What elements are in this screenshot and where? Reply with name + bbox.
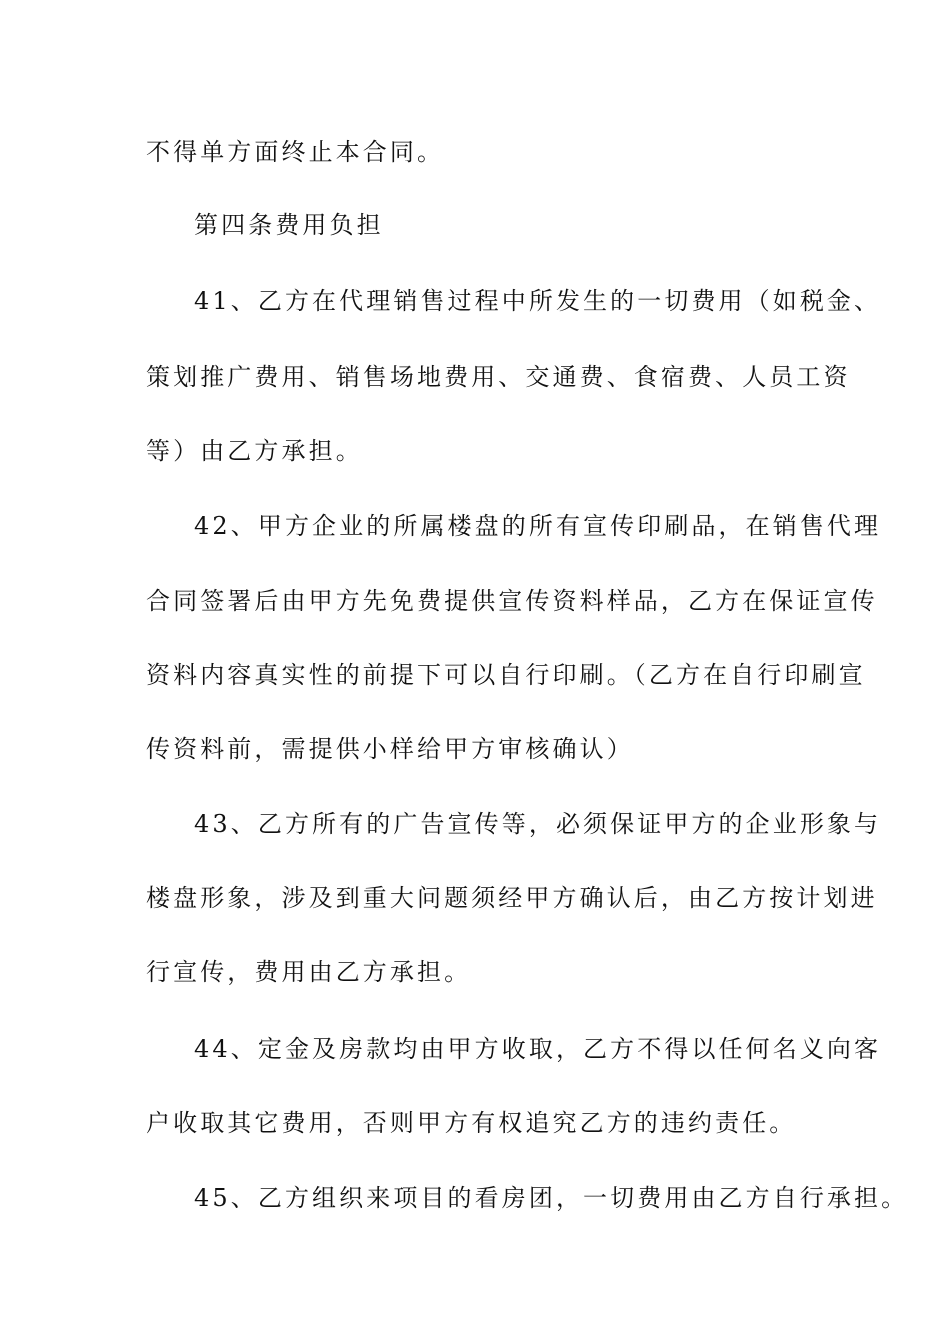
text-line: 41、乙方在代理销售过程中所发生的一切费用（如税金、: [194, 287, 882, 315]
text-line: 不得单方面终止本合同。: [146, 138, 445, 166]
text-line: 传资料前，需提供小样给甲方审核确认）: [146, 735, 634, 763]
text-line: 策划推广费用、销售场地费用、交通费、食宿费、人员工资: [146, 363, 851, 391]
text-line: 行宣传，费用由乙方承担。: [146, 958, 472, 986]
text-line: 户收取其它费用，否则甲方有权追究乙方的违约责任。: [146, 1109, 797, 1137]
text-line: 楼盘形象，涉及到重大问题须经甲方确认后，由乙方按计划进: [146, 884, 878, 912]
text-line: 45、乙方组织来项目的看房团，一切费用由乙方自行承担。: [194, 1184, 909, 1212]
text-line: 等）由乙方承担。: [146, 437, 363, 465]
text-line: 43、乙方所有的广告宣传等，必须保证甲方的企业形象与: [194, 810, 882, 838]
text-line: 合同签署后由甲方先免费提供宣传资料样品，乙方在保证宣传: [146, 587, 878, 615]
section-heading: 第四条费用负担: [194, 211, 384, 239]
text-line: 资料内容真实性的前提下可以自行印刷。（乙方在自行印刷宣: [146, 661, 866, 689]
text-line: 42、甲方企业的所属楼盘的所有宣传印刷品，在销售代理: [194, 512, 882, 540]
text-line: 44、定金及房款均由甲方收取，乙方不得以任何名义向客: [194, 1035, 882, 1063]
